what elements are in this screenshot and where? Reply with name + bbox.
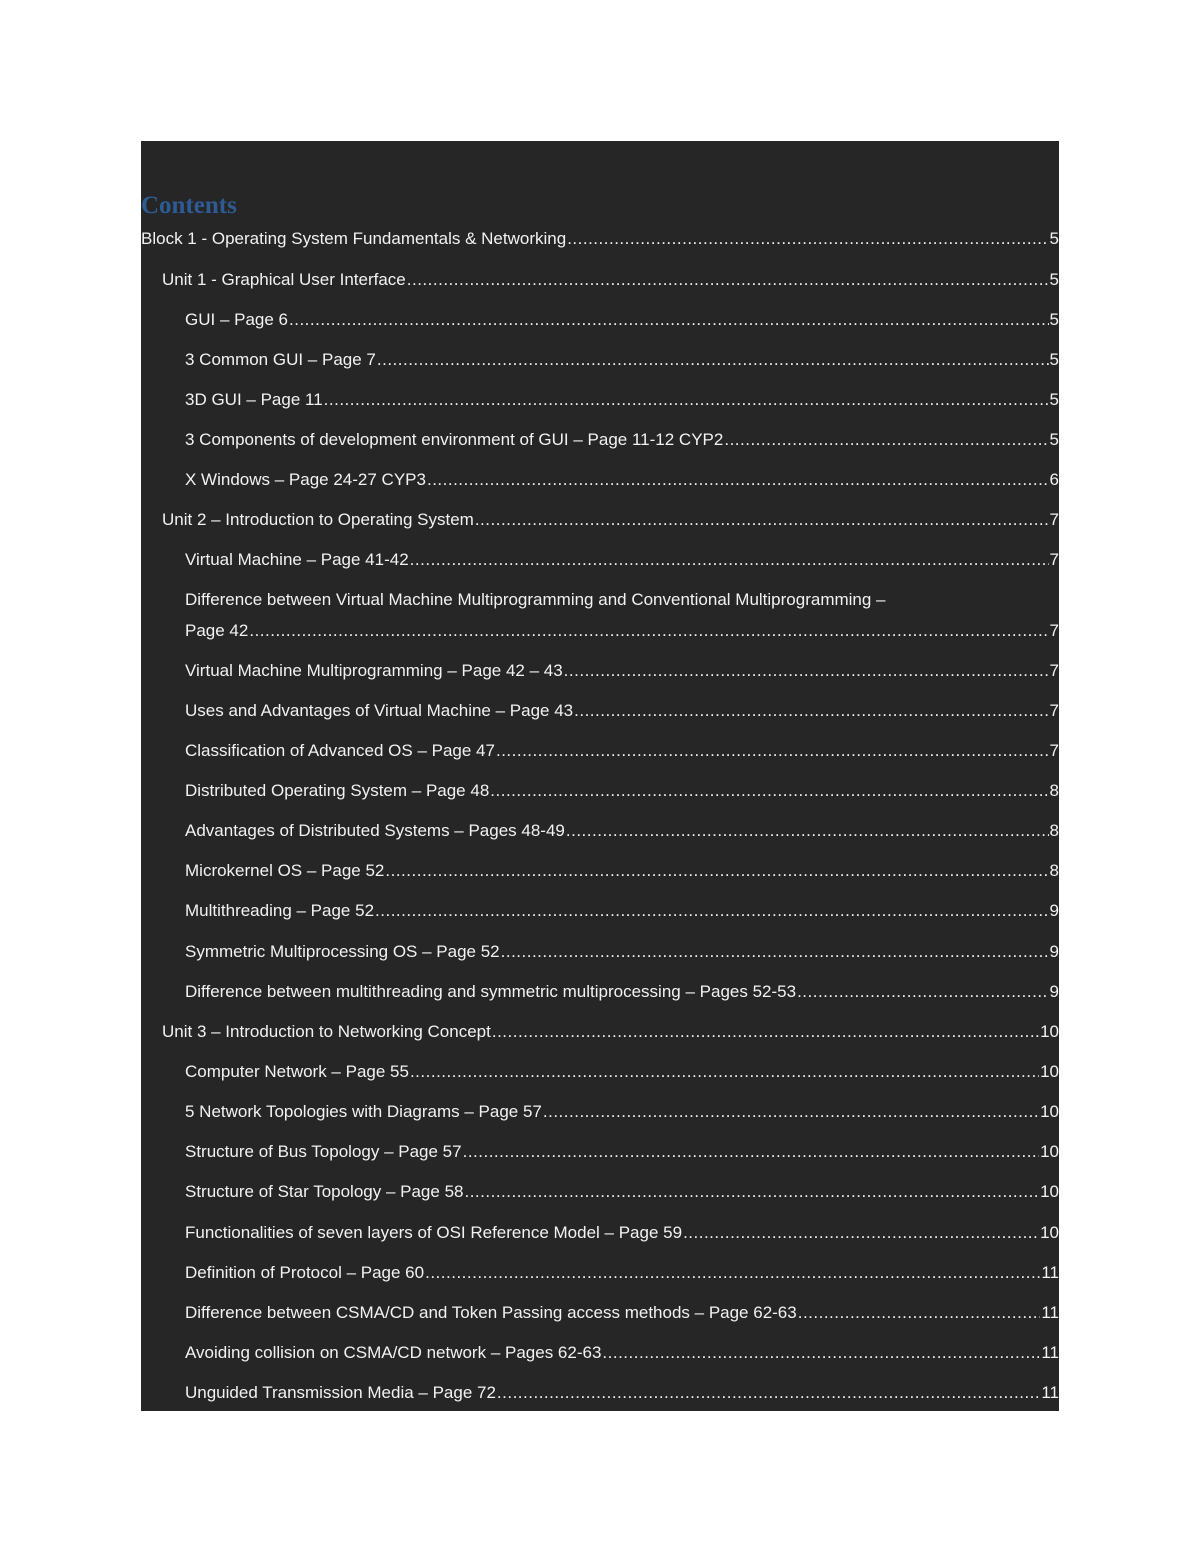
toc-page-number: 10 xyxy=(1040,1022,1059,1041)
toc-entry[interactable] xyxy=(141,389,1059,411)
toc-leader xyxy=(410,1061,1039,1083)
toc-page-number: 10 xyxy=(1040,1182,1059,1201)
toc-entry[interactable] xyxy=(141,1061,1059,1083)
toc-leader xyxy=(410,549,1049,571)
toc-leader xyxy=(798,1302,1041,1324)
toc-entry-text: Unguided Transmission Media – Page 72 xyxy=(185,1383,496,1402)
toc-entry-text: Unit 2 – Introduction to Operating System xyxy=(162,510,474,529)
toc-leader xyxy=(566,820,1049,842)
toc-entry-text: Structure of Bus Topology – Page 57 xyxy=(185,1142,462,1161)
toc-entry-text: Block 1 - Operating System Fundamentals & Networking xyxy=(141,229,567,248)
toc-entry-text: 3D GUI – Page 11 xyxy=(185,390,323,409)
toc-page-number: 10 xyxy=(1040,1062,1059,1081)
toc-entry[interactable] xyxy=(141,429,1059,451)
toc-entry-text: Uses and Advantages of Virtual Machine – Page 43 xyxy=(185,701,574,720)
toc-page-number: 5 xyxy=(1049,350,1059,369)
toc-page-number: 7 xyxy=(1049,550,1059,569)
toc-page-number: 7 xyxy=(1049,510,1059,529)
toc-page-number: 10 xyxy=(1040,1142,1059,1161)
toc-page-number: 5 xyxy=(1049,270,1059,289)
toc-page-number: 5 xyxy=(1049,229,1059,248)
toc-title: Contents xyxy=(141,192,237,219)
toc-leader xyxy=(464,1181,1039,1203)
toc-entry-text: Virtual Machine Multiprogramming – Page 42 – 43 xyxy=(185,661,563,680)
toc-entry[interactable] xyxy=(141,469,1059,491)
toc-page-number: 9 xyxy=(1049,942,1059,961)
toc-leader xyxy=(501,941,1049,963)
toc-entry-text: Unit 1 - Graphical User Interface xyxy=(162,270,406,289)
toc-page-number: 10 xyxy=(1040,1102,1059,1121)
toc-entry-text: 3 Components of development environment of GUI – Page 11-12 CYP2 xyxy=(185,430,724,449)
toc-entry-text: Distributed Operating System – Page 48 xyxy=(185,781,490,800)
toc-page-number: 11 xyxy=(1041,1303,1059,1322)
toc-leader xyxy=(427,469,1049,491)
toc-entry-text: 3 Common GUI – Page 7 xyxy=(185,350,376,369)
toc-entry[interactable] xyxy=(141,1302,1059,1324)
toc-page-number: 11 xyxy=(1041,1343,1059,1362)
toc-page-number: 7 xyxy=(1049,621,1059,640)
toc-entry[interactable] xyxy=(141,1141,1059,1163)
toc-leader xyxy=(543,1101,1039,1123)
toc-entry[interactable] xyxy=(141,549,1059,571)
toc-entry-text: Symmetric Multiprocessing OS – Page 52 xyxy=(185,942,500,961)
toc-entry-text: Difference between Virtual Machine Multiprogramming and Conventional Multiprogramming – xyxy=(185,590,886,609)
toc-page-number: 5 xyxy=(1049,430,1059,449)
toc-entry-text: Classification of Advanced OS – Page 47 xyxy=(185,741,495,760)
toc-entry-text: Difference between CSMA/CD and Token Passing access methods – Page 62-63 xyxy=(185,1303,797,1322)
toc-entry[interactable] xyxy=(141,860,1059,882)
toc-leader xyxy=(375,900,1049,922)
toc-entry-text: 5 Network Topologies with Diagrams – Page 57 xyxy=(185,1102,542,1121)
toc-leader xyxy=(385,860,1048,882)
toc-entry[interactable] xyxy=(141,900,1059,922)
toc-entry[interactable] xyxy=(141,228,1059,250)
toc-panel xyxy=(141,141,1059,1411)
toc-entry[interactable] xyxy=(141,780,1059,802)
toc-leader xyxy=(425,1262,1040,1284)
toc-entry-text: Unit 3 – Introduction to Networking Concept xyxy=(162,1022,491,1041)
toc-entry-text: Structure of Star Topology – Page 58 xyxy=(185,1182,464,1201)
toc-entry-text: Virtual Machine – Page 41-42 xyxy=(185,550,409,569)
toc-leader xyxy=(567,228,1048,250)
toc-entry[interactable] xyxy=(141,1262,1059,1284)
toc-entry-text: GUI – Page 6 xyxy=(185,310,289,329)
toc-leader xyxy=(797,981,1048,1003)
toc-entry-text: Avoiding collision on CSMA/CD network – Pages 62-63 xyxy=(185,1343,602,1362)
toc-leader xyxy=(574,700,1048,722)
toc-entry[interactable] xyxy=(141,740,1059,762)
toc-entry[interactable] xyxy=(141,509,1059,531)
toc-page-number: 5 xyxy=(1049,310,1059,329)
toc-leader xyxy=(724,429,1048,451)
toc-entry[interactable] xyxy=(141,269,1059,291)
toc-entry-text: Microkernel OS – Page 52 xyxy=(185,861,385,880)
toc-page-number: 8 xyxy=(1049,861,1059,880)
toc-entry-text: Multithreading – Page 52 xyxy=(185,901,375,920)
toc-leader xyxy=(249,620,1048,642)
toc-entry-text: X Windows – Page 24-27 CYP3 xyxy=(185,470,426,489)
toc-entry[interactable] xyxy=(141,349,1059,371)
toc-entry-text: Functionalities of seven layers of OSI Reference Model – Page 59 xyxy=(185,1223,683,1242)
toc-entry-text: Definition of Protocol – Page 60 xyxy=(185,1263,425,1282)
toc-entry-text: Computer Network – Page 55 xyxy=(185,1062,409,1081)
toc-entry-text: Difference between multithreading and symmetric multiprocessing – Pages 52-53 xyxy=(185,982,797,1001)
toc-leader xyxy=(475,509,1049,531)
toc-entry[interactable] xyxy=(141,820,1059,842)
toc-leader xyxy=(407,269,1049,291)
toc-entry-text: Advantages of Distributed Systems – Pages 48-49 xyxy=(185,821,565,840)
toc-page-number: 10 xyxy=(1040,1223,1059,1242)
toc-page-number: 9 xyxy=(1049,982,1059,1001)
toc-page-number: 11 xyxy=(1041,1263,1059,1282)
toc-page-number: 5 xyxy=(1049,390,1059,409)
toc-entry[interactable] xyxy=(141,700,1059,722)
toc-entry-continuation xyxy=(185,620,1059,642)
toc-page-number: 8 xyxy=(1049,821,1059,840)
toc-leader xyxy=(492,1021,1039,1043)
toc-page-number: 6 xyxy=(1049,470,1059,489)
toc-leader xyxy=(289,309,1049,331)
toc-leader xyxy=(602,1342,1040,1364)
toc-page-number: 7 xyxy=(1049,701,1059,720)
toc-leader xyxy=(496,740,1049,762)
toc-leader xyxy=(497,1382,1040,1404)
toc-entry[interactable] xyxy=(185,589,1059,642)
toc-page-number: 8 xyxy=(1049,781,1059,800)
toc-leader xyxy=(564,660,1049,682)
toc-entry[interactable] xyxy=(141,1101,1059,1123)
toc-page-number: 7 xyxy=(1049,661,1059,680)
toc-entry[interactable] xyxy=(141,309,1059,331)
toc-leader xyxy=(490,780,1048,802)
toc-entry[interactable] xyxy=(141,941,1059,963)
toc-page-number: 7 xyxy=(1049,741,1059,760)
toc-leader xyxy=(324,389,1049,411)
toc-entry[interactable] xyxy=(141,1222,1059,1244)
toc-page-number: 11 xyxy=(1041,1383,1059,1402)
toc-leader xyxy=(377,349,1049,371)
toc-entry[interactable] xyxy=(141,1382,1059,1404)
toc-entry[interactable] xyxy=(141,1021,1059,1043)
toc-entry[interactable] xyxy=(141,660,1059,682)
toc-leader xyxy=(463,1141,1039,1163)
toc-entry[interactable] xyxy=(141,1342,1059,1364)
toc-entry-text-continued: Page 42 xyxy=(185,621,249,640)
toc-leader xyxy=(683,1222,1039,1244)
toc-entry[interactable] xyxy=(141,981,1059,1003)
toc-entry[interactable] xyxy=(141,1181,1059,1203)
toc-page-number: 9 xyxy=(1049,901,1059,920)
